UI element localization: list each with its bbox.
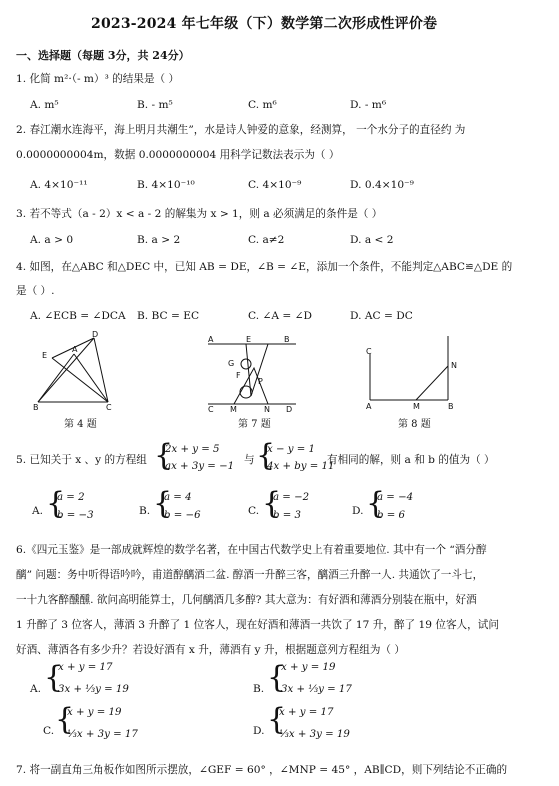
figure-q8 <box>362 330 462 412</box>
q5-connector: 与 <box>244 454 255 466</box>
q6-option-c-eq1: x + y = 19 <box>67 707 122 718</box>
q6-option-b-brace: { <box>267 660 287 695</box>
q5-option-b-eq1: a = 4 <box>164 492 192 503</box>
q3-option-a: A. a > 0 <box>30 234 74 246</box>
q5-option-b-label: B. <box>139 505 151 517</box>
q1-option-d: D. - m⁶ <box>350 99 387 111</box>
q5-system2-eq1: x − y = 1 <box>267 444 316 455</box>
f8-label-n: N <box>451 361 457 370</box>
q5-option-c-brace: { <box>262 486 282 521</box>
q5-option-c-label: C. <box>248 505 260 517</box>
q3-option-b: B. a > 2 <box>137 234 181 246</box>
f4-label-b: B <box>33 403 39 412</box>
q6-option-c-eq2: ⅓x + 3y = 17 <box>67 729 138 740</box>
f7-label-n: N <box>264 405 270 414</box>
q1-option-c: C. m⁶ <box>248 99 277 111</box>
f7-label-e: E <box>246 335 252 344</box>
f7-label-d: D <box>286 405 293 414</box>
q2-stem-line2: 0.0000000004m，数据 0.0000000004 用科学记数法表示为（ ） <box>16 149 340 161</box>
q6-option-b-label: B. <box>253 683 265 695</box>
q5-option-b-eq2: b = −6 <box>164 510 201 521</box>
q5-brace-1: { <box>154 438 174 473</box>
f7-label-p: P <box>258 377 263 386</box>
q6-option-b-eq2: 3x + ⅓y = 17 <box>281 684 352 695</box>
q4-stem-line1: 4. 如图，在△ABC 和△DEC 中，已知 AB = DE，∠B = ∠E，添加一个条件，不能判定△ABC≌△DE 的 <box>16 261 513 273</box>
q6-option-a-eq1: x + y = 17 <box>58 662 113 673</box>
q6-option-c-brace: { <box>55 702 75 737</box>
q6-option-d-eq2: ⅓x + 3y = 19 <box>279 729 350 740</box>
q6-option-d-eq1: x + y = 17 <box>279 707 334 718</box>
q5-option-a-eq1: a = 2 <box>57 492 85 503</box>
figure-q4 <box>28 330 128 412</box>
caption-q7: 第 7 题 <box>238 419 271 430</box>
q2-option-c: C. 4×10⁻⁹ <box>248 179 302 191</box>
q3-stem: 3. 若不等式（a - 2）x < a - 2 的解集为 x > 1，则 a 必须满足的条件是（ ） <box>16 208 383 220</box>
f8-label-b: B <box>448 402 454 411</box>
q4-option-a: A. ∠ECB = ∠DCA <box>30 310 126 322</box>
q6-option-d-brace: { <box>267 702 287 737</box>
section-heading: 一、选择题（每题 3分，共 24分） <box>16 49 190 62</box>
q5-option-a-eq2: b = −3 <box>57 510 94 521</box>
q5-option-b-brace: { <box>153 486 173 521</box>
q2-stem-line1: 2. 春江潮水连海平，海上明月共潮生”，水是诗人钟爱的意象，经测算， 一个水分子的直径约 为 <box>16 124 466 136</box>
f7-label-b: B <box>284 335 290 344</box>
q6-line5: 好酒、薄酒各有多少升？若设好酒有 x 升，薄酒有 y 升，根据题意列方程组为（ ） <box>16 644 405 656</box>
f8-label-a: A <box>366 402 372 411</box>
q5-system1-eq2: ax + 3y = −1 <box>165 461 235 472</box>
q6-option-b-eq1: x + y = 19 <box>281 662 336 673</box>
q6-line4: 1 升醉了 3 位客人，薄酒 3 升醉了 1 位客人，现在好酒和薄酒一共饮了 17 升，醉了 19 位客人，试问 <box>16 619 499 631</box>
q5-stem-pre: 5. 已知关于 x 、y 的方程组 <box>16 454 147 466</box>
q5-option-c-eq2: b = 3 <box>273 510 302 521</box>
q6-line2: 醨” 问题：务中听得语吟吟，甫道醇醨酒二盆. 醇酒一升醉三客，醨酒三升醉一人. 共通饮了一斗七， <box>16 569 484 581</box>
q4-option-d: D. AC = DC <box>350 310 413 322</box>
f4-label-a: A <box>72 345 78 354</box>
q5-brace-2: { <box>256 438 276 473</box>
f4-label-e: E <box>42 351 48 360</box>
q1-option-b: B. - m⁵ <box>137 99 173 111</box>
f4-label-c: C <box>106 403 112 412</box>
figure-q7 <box>206 334 298 414</box>
f7-label-m: M <box>230 405 237 414</box>
q5-option-a-label: A. <box>32 505 44 517</box>
f7-label-f: F <box>236 371 241 380</box>
q5-option-c-eq1: a = −2 <box>273 492 310 503</box>
q6-line1: 6.《四元玉鉴》是一部成就辉煌的数学名著，在中国古代数学史上有着重要地位. 其中有一个 “酒分醇 <box>16 544 487 556</box>
q6-option-a-brace: { <box>44 660 64 695</box>
f7-label-g: G <box>228 359 235 368</box>
q1-stem: 1. 化简 m²·（- m）³ 的结果是（ ） <box>16 73 180 85</box>
caption-q8: 第 8 题 <box>398 419 431 430</box>
page-title: 2023-2024 年七年级（下）数学第二次形成性评价卷 <box>91 16 438 32</box>
q3-option-c: C. a≠2 <box>248 234 285 246</box>
caption-q4: 第 4 题 <box>64 419 97 430</box>
q6-option-c-label: C. <box>43 725 55 737</box>
q4-stem-line2: 是（ ）. <box>16 285 55 297</box>
q2-option-a: A. 4×10⁻¹¹ <box>30 179 88 191</box>
q5-system2-eq2: 4x + by = 11 <box>267 461 335 472</box>
q4-option-b: B. BC = EC <box>137 310 200 322</box>
q5-option-d-eq1: a = −4 <box>377 492 414 503</box>
q6-option-a-eq2: 3x + ⅓y = 19 <box>58 684 129 695</box>
q5-option-d-eq2: b = 6 <box>377 510 406 521</box>
q7-stem: 7. 将一副直角三角板作如图所示摆放，∠GEF = 60° ，∠MNP = 45° ，AB∥CD，则下列结论不正确的 <box>16 764 508 776</box>
q5-stem-post: 有相同的解，则 a 和 b 的值为（ ） <box>327 454 495 466</box>
f4-label-d: D <box>92 330 99 339</box>
q2-option-d: D. 0.4×10⁻⁹ <box>350 179 414 191</box>
q4-option-c: C. ∠A = ∠D <box>248 310 312 322</box>
q6-option-a-label: A. <box>30 683 42 695</box>
q5-option-a-brace: { <box>46 486 66 521</box>
q1-option-a: A. m⁵ <box>30 99 59 111</box>
f8-label-m: M <box>413 402 420 411</box>
f7-label-a: A <box>208 335 214 344</box>
q2-option-b: B. 4×10⁻¹⁰ <box>137 179 195 191</box>
q6-line3: 一十九客醉醺醺. 欲问高明能算士，几何醨酒几多醇? 其大意为：有好酒和薄酒分别装在瓶中，好酒 <box>16 594 477 606</box>
f8-label-c: C <box>366 347 372 356</box>
q5-option-d-label: D. <box>352 505 364 517</box>
q5-option-d-brace: { <box>366 486 386 521</box>
f7-label-c: C <box>208 405 214 414</box>
q5-system1-eq1: 2x + y = 5 <box>165 444 220 455</box>
q3-option-d: D. a < 2 <box>350 234 394 246</box>
q6-option-d-label: D. <box>253 725 265 737</box>
